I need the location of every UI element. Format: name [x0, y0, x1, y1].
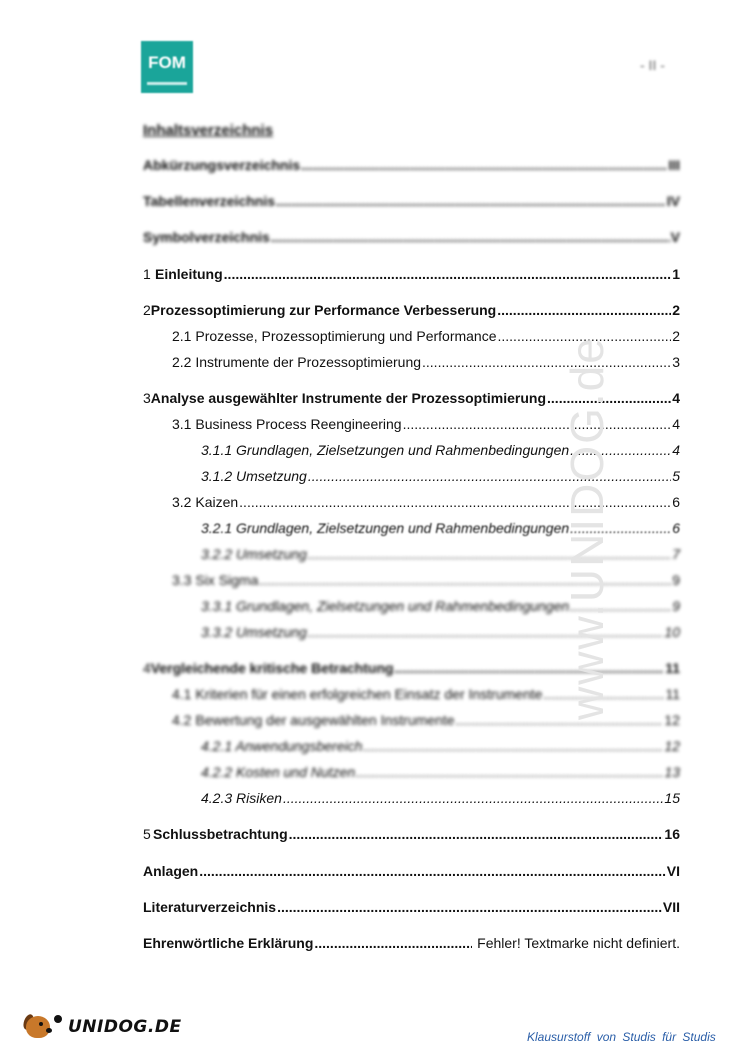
toc-entry-page: 12	[664, 738, 680, 754]
toc-entry-label: 3.1 Business Process Reengineering	[172, 416, 402, 432]
toc-entry[interactable]	[143, 302, 680, 318]
toc-entry-label: 3.2 Kaizen	[172, 494, 239, 510]
toc-entry[interactable]	[143, 266, 680, 282]
toc-entry-label: Ehrenwörtliche Erklärung	[143, 935, 314, 951]
toc-entry[interactable]	[143, 826, 680, 842]
toc-entry-label: 4.2.3 Risiken	[201, 790, 282, 806]
toc-entry-label: Abkürzungsverzeichnis	[143, 157, 301, 173]
toc-entry-page: V	[670, 229, 680, 245]
toc-entry-page: 5	[672, 468, 680, 484]
toc-entry-label: Literaturverzeichnis	[143, 899, 277, 915]
dot-leader	[403, 416, 672, 432]
toc-entry[interactable]	[143, 935, 680, 951]
dot-leader	[289, 826, 664, 842]
toc-chapter-number: 5	[143, 826, 151, 842]
toc-entry[interactable]	[143, 229, 680, 245]
toc-entry-page: 11	[665, 686, 680, 702]
toc-entry-label: 2.2 Instrumente der Prozessoptimierung	[172, 354, 422, 370]
toc-entry-page: 1	[672, 266, 680, 282]
toc-entry-page: IV	[666, 193, 680, 209]
toc-chapter-number: 4	[143, 660, 151, 676]
toc-entry-page: III	[668, 157, 680, 173]
toc-entry-page: 11	[665, 660, 680, 676]
toc-entry-page: 9	[672, 572, 680, 588]
dot-leader	[224, 266, 672, 282]
toc-entry[interactable]	[143, 193, 680, 209]
toc-entry[interactable]	[143, 157, 680, 173]
toc-error-text: Fehler! Textmarke nicht definiert.	[477, 935, 680, 951]
toc-entry-label: 4.2.1 Anwendungsbereich	[201, 738, 363, 754]
toc-entry-page: 2	[672, 302, 680, 318]
toc-entry-page: VI	[666, 863, 680, 879]
toc-entry-label: 3.1.2 Umsetzung	[201, 468, 307, 484]
toc-entry-page: 4	[672, 416, 680, 432]
toc-entry-page: VII	[662, 899, 680, 915]
toc-entry[interactable]	[201, 764, 680, 780]
toc-entry[interactable]	[143, 899, 680, 915]
toc-entry-page: 15	[664, 790, 680, 806]
toc-entry-label: Symbolverzeichnis	[143, 229, 270, 245]
toc-entry-page: 4	[672, 390, 680, 406]
toc-chapter-number: 3	[143, 390, 151, 406]
dot-leader	[308, 546, 671, 562]
footer-tagline: Klausurstoff von Studis für Studis	[527, 1030, 716, 1044]
unidog-brand-text: UNIDOG.DE	[68, 1017, 182, 1037]
toc-entry-label: Einleitung	[155, 266, 223, 282]
toc-entry-page: 3	[672, 354, 680, 370]
toc-entry-label: Anlagen	[143, 863, 199, 879]
dot-leader	[199, 863, 666, 879]
toc-entry-page: 2	[672, 328, 680, 344]
dot-leader	[283, 790, 663, 806]
toc-chapter-number: 1	[143, 266, 151, 282]
toc-entry-page: 6	[672, 520, 680, 536]
dot-leader	[497, 302, 671, 318]
toc-entry-label: Analyse ausgewählter Instrumente der Prozessoptimierung	[150, 390, 547, 406]
toc-entry-label: Vergleichende kritische Betrachtung	[150, 660, 394, 676]
toc-entry-page: 12	[664, 712, 680, 728]
toc-entry-label: 3.2.2 Umsetzung	[201, 546, 307, 562]
fom-logo-subline	[147, 82, 187, 85]
toc-entry[interactable]	[201, 790, 680, 806]
dot-leader	[277, 899, 662, 915]
toc-entry-page: 4	[672, 442, 680, 458]
dot-leader	[363, 738, 663, 754]
toc-entry-label: Tabellenverzeichnis	[143, 193, 276, 209]
toc-entry-label: 3.2.1 Grundlagen, Zielsetzungen und Rahmenbedingungen	[201, 520, 570, 536]
toc-chapter-number: 2	[143, 302, 151, 318]
toc-entry-label: 4.2 Bewertung der ausgewählten Instrumente	[172, 712, 455, 728]
dot-leader	[301, 157, 667, 173]
toc-entry[interactable]	[201, 738, 680, 754]
dot-leader	[395, 660, 665, 676]
toc-entry-page: 13	[664, 764, 680, 780]
toc-title: Inhaltsverzeichnis	[143, 122, 274, 139]
unidog-logo[interactable]	[22, 1010, 182, 1044]
paw-icon	[54, 1015, 62, 1023]
toc-entry-label: Prozessoptimierung zur Performance Verbesserung	[150, 302, 497, 318]
toc-entry-label: 3.3.1 Grundlagen, Zielsetzungen und Rahmenbedingungen	[201, 598, 570, 614]
dot-leader	[276, 193, 666, 209]
toc-entry-page: 6	[672, 494, 680, 510]
toc-entry-page: 9	[672, 598, 680, 614]
toc-entry[interactable]	[143, 863, 680, 879]
dot-leader	[422, 354, 671, 370]
fom-logo-text: FOM	[148, 53, 186, 72]
toc-entry-label: 4.1 Kriterien für einen erfolgreichen Einsatz der Instrumente	[172, 686, 543, 702]
toc-entry-label: Schlussbetrachtung	[153, 826, 288, 842]
toc-entry-label: 4.2.2 Kosten und Nutzen	[201, 764, 356, 780]
fom-logo	[141, 41, 193, 93]
toc-entry-label: 3.3.2 Umsetzung	[201, 624, 307, 640]
dot-leader	[314, 935, 472, 951]
toc-entry-label: 3.1.1 Grundlagen, Zielsetzungen und Rahmenbedingungen	[201, 442, 570, 458]
dog-icon	[22, 1010, 56, 1044]
dot-leader	[308, 468, 671, 484]
toc-entry-page: 10	[664, 624, 680, 640]
watermark: www.UNIDOG.de	[561, 336, 613, 720]
dot-leader	[356, 764, 663, 780]
toc-entry-label: 3.3 Six Sigma	[172, 572, 259, 588]
toc-entry-page: 7	[672, 546, 680, 562]
toc-entry-page: 16	[664, 826, 680, 842]
dot-leader	[271, 229, 670, 245]
page-number: - II -	[640, 57, 665, 73]
toc-entry-label: 2.1 Prozesse, Prozessoptimierung und Performance	[172, 328, 497, 344]
